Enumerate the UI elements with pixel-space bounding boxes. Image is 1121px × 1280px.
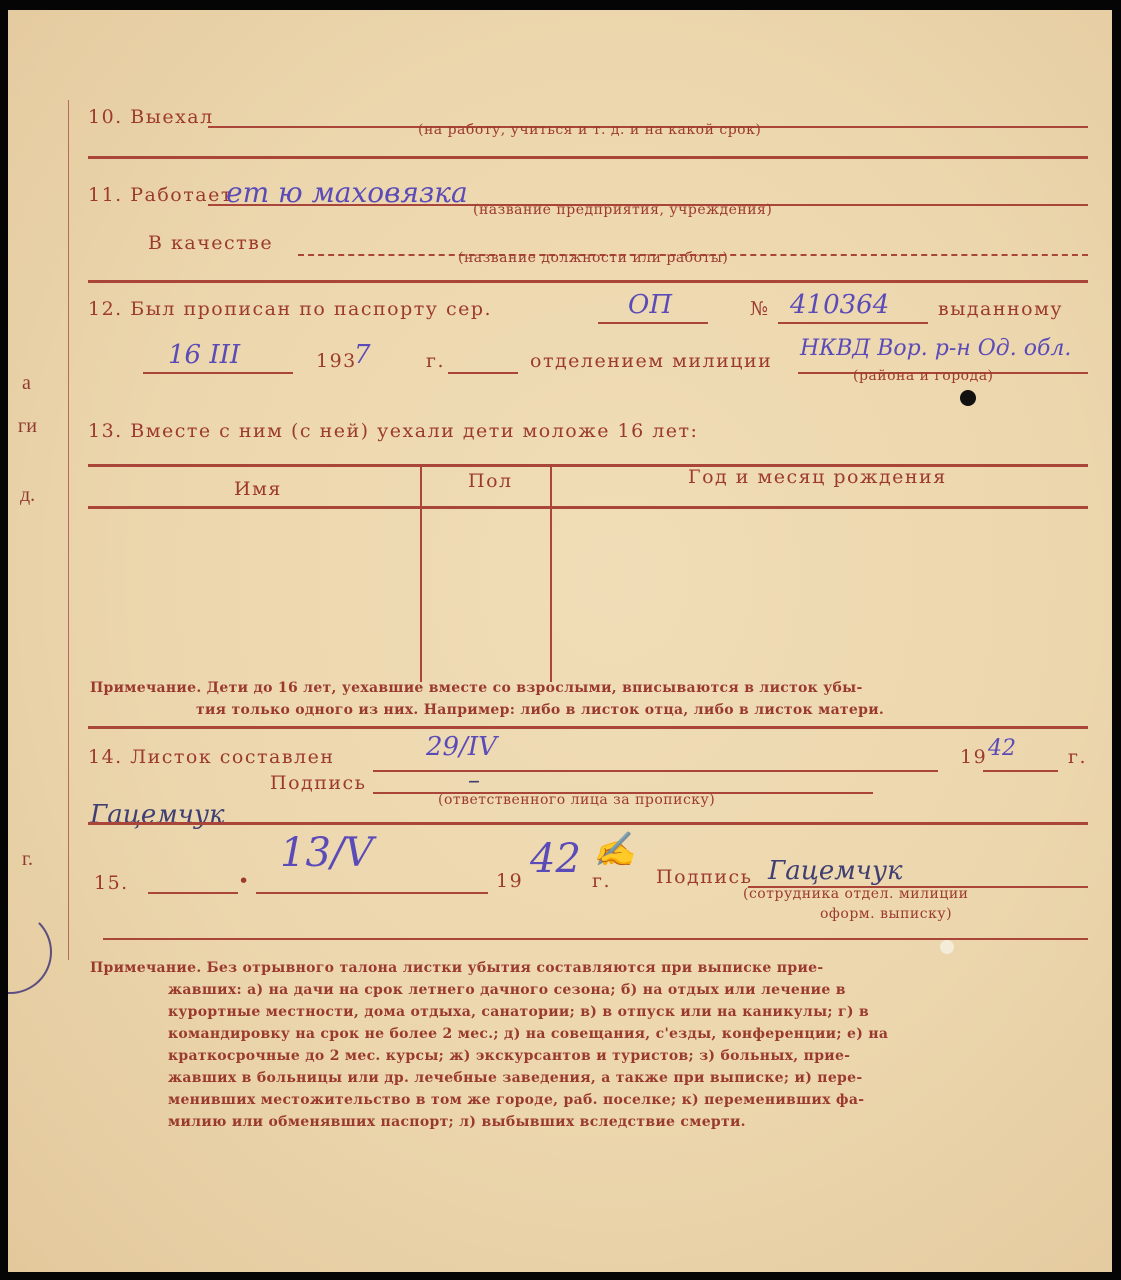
- left-margin-line: [68, 100, 69, 960]
- row15-date: 13/V: [280, 830, 374, 876]
- children-col-divider-1: [420, 464, 422, 682]
- note2-line8: милию или обменявших паспорт; л) выбывших вследствие смерти.: [168, 1114, 746, 1130]
- issue-year-suffix: 7: [354, 340, 371, 370]
- row13-label: 13. Вместе с ним (с ней) уехали дети моложе 16 лет:: [88, 420, 699, 442]
- police-office: НКВД Вор. р-н Од. обл.: [800, 336, 1072, 361]
- row14-label: 14. Листок составлен: [88, 746, 335, 768]
- left-edge-arc: [8, 910, 52, 994]
- row14-signature-label: Подпись: [270, 772, 367, 794]
- row10-caption: (на работу, учиться и т. д. и на какой срок): [418, 122, 762, 138]
- note2-line1: Примечание. Без отрывного талона листки убытия составляются при выписке прие-: [90, 960, 824, 976]
- compiled-year-unit: г.: [1068, 746, 1087, 768]
- children-col-sex: Пол: [468, 470, 513, 492]
- children-col-divider-2: [550, 464, 552, 682]
- issue-date-line: [143, 372, 293, 374]
- row15-year-unit: г.: [592, 870, 611, 892]
- series-line: [598, 322, 708, 324]
- note1-line2: тия только одного из них. Например: либо в листок отца, либо в листок матери.: [196, 702, 885, 718]
- issued-label: выданному: [938, 298, 1064, 320]
- row15-dot: •: [238, 870, 251, 892]
- margin-mark-a: а: [22, 372, 31, 394]
- note2-line7: менивших местожительство в том же городе, раб. поселке; к) переменивших фа-: [168, 1092, 865, 1108]
- margin-mark-g: г.: [22, 848, 33, 870]
- row12-label: 12. Был прописан по паспорту сер.: [88, 298, 493, 320]
- row15-caption-line2: оформ. выписку): [820, 906, 953, 922]
- compiled-year-prefix: 19: [960, 746, 988, 768]
- row14-signature-caption: (ответственного лица за прописку): [438, 792, 716, 808]
- note2-line2: жавших: а) на дачи на срок летнего дачного сезона; б) на отдых или лечение в: [168, 982, 846, 998]
- note2-line4: командировку на срок не более 2 мес.; д) на совещания, с'езды, конференции; е) на: [168, 1026, 889, 1042]
- row10-rule: [88, 156, 1088, 159]
- note2-line5: краткосрочные до 2 мес. курсы; ж) экскурсантов и туристов; з) больных, прие-: [168, 1048, 851, 1064]
- punch-hole: [960, 390, 976, 406]
- row15-date-line: [256, 892, 488, 894]
- row11-caption: (название предприятия, учреждения): [473, 202, 773, 218]
- row15-year-prefix: 19: [496, 870, 524, 892]
- issue-year-prefix: 193: [316, 350, 357, 372]
- row11-label: 11. Работает: [88, 184, 233, 206]
- row14-signature-name: Гацемчук: [90, 800, 225, 830]
- row15-caption-line1: (сотрудника отдел. милиции: [743, 886, 969, 902]
- note2-line3: курортные местности, дома отдыха, санатории; в) в отпуск или на каникулы; г) в: [168, 1004, 870, 1020]
- row15-label: 15.: [94, 872, 129, 894]
- compiled-year-line: [983, 770, 1058, 772]
- note2-line6: жавших в больницы или др. лечебные заведения, а также при выписке; и) пере-: [168, 1070, 863, 1086]
- row11-position-caption: (название должности или работы): [458, 250, 729, 266]
- office-label: отделением милиции: [530, 350, 773, 372]
- row11-workplace-handwriting: ет ю маховязка: [226, 176, 468, 209]
- row11-position-label: В качестве: [148, 232, 274, 254]
- issue-year-unit: г.: [426, 350, 445, 372]
- row15-day-line: [148, 892, 238, 894]
- row15-year-suffix: 42: [530, 836, 581, 882]
- row10-label: 10. Выехал: [88, 106, 214, 128]
- issue-blank-line: [448, 372, 518, 374]
- row15-signature-name: Гацемчук: [768, 856, 903, 886]
- passport-series: ОП: [628, 290, 672, 320]
- note1-line1: Примечание. Дети до 16 лет, уехавшие вместе со взрослыми, вписываются в листок убы-: [90, 680, 863, 696]
- margin-mark-gi: ги: [18, 415, 37, 437]
- row15-signature-label: Подпись: [656, 866, 753, 888]
- punch-hole-2: [940, 940, 954, 954]
- office-caption: (района и города): [853, 368, 994, 384]
- row15-lower-rule: [103, 938, 1088, 940]
- margin-mark-d: д.: [20, 484, 36, 506]
- children-col-name: Имя: [234, 478, 282, 500]
- children-table-header-rule: [88, 506, 1088, 509]
- passport-number-label: №: [750, 298, 770, 320]
- compiled-date-line: [373, 770, 938, 772]
- row15-official-scrawl: ✍: [593, 830, 636, 870]
- row14-signature-dash: –: [468, 766, 480, 794]
- compiled-date: 29/IV: [426, 732, 497, 762]
- document-sheet: [8, 10, 1112, 1272]
- issue-day-month: 16 III: [168, 340, 241, 370]
- passport-number: 410364: [790, 290, 890, 320]
- row11-rule: [88, 280, 1088, 283]
- compiled-year-suffix: 42: [988, 736, 1016, 761]
- note1-rule: [88, 726, 1088, 729]
- children-col-birth: Год и месяц рождения: [688, 466, 947, 488]
- number-line: [778, 322, 928, 324]
- row14-rule: [88, 822, 1088, 825]
